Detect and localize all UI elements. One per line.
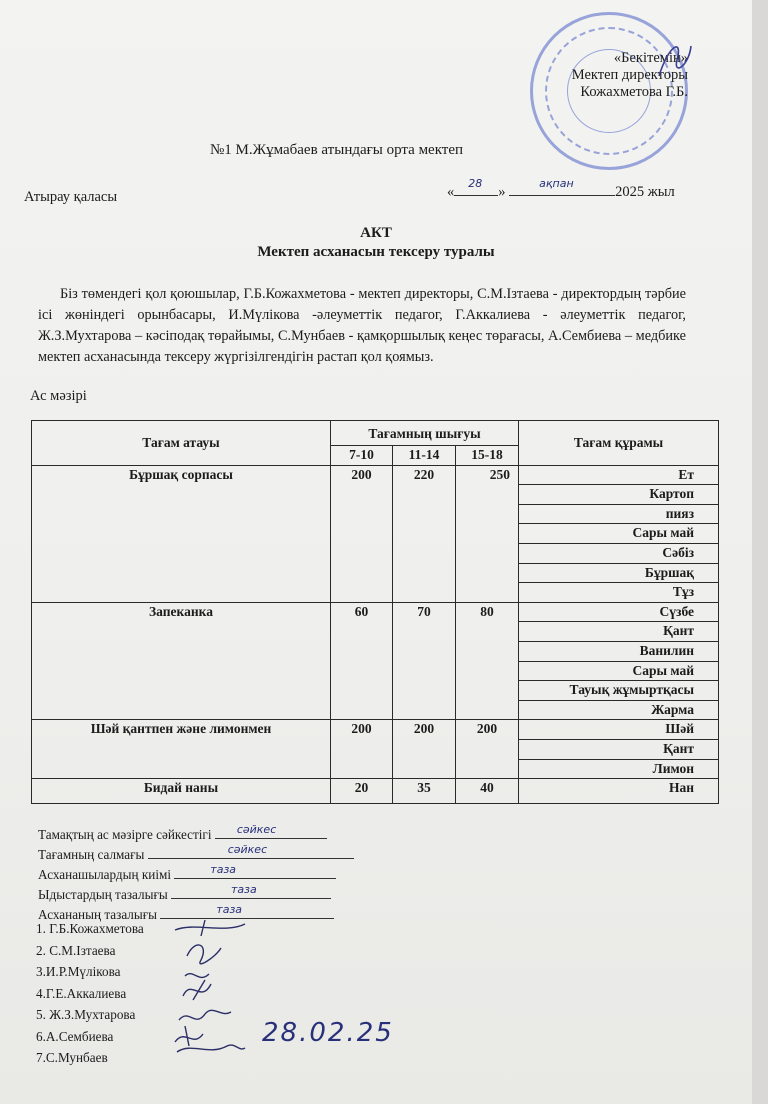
dish-amount: 200 — [393, 720, 456, 779]
dish-name: Бидай наны — [32, 779, 331, 804]
table-row — [32, 465, 719, 485]
dish-name: Запеканка — [32, 602, 331, 720]
dish-amount: 60 — [331, 602, 393, 720]
dish-amount: 35 — [393, 779, 456, 804]
signatory-list — [36, 918, 144, 1069]
ingredient: Шәй — [519, 720, 719, 740]
check-item: Тағамның салмағы сәйкес — [38, 844, 354, 864]
dish-amount: 200 — [456, 720, 519, 779]
menu-label: Ас мәзірі — [30, 388, 87, 404]
table-row — [32, 720, 719, 740]
city-name: Атырау қаласы — [24, 189, 118, 205]
ingredient: Сүзбе — [519, 602, 719, 622]
act-subtitle: Мектеп асханасын тексеру туралы — [257, 244, 495, 260]
dish-amount: 80 — [456, 602, 519, 720]
dish-name: Бұршақ сорпасы — [32, 465, 331, 602]
document-date: « 28 » ақпан 2025 жыл — [447, 177, 675, 200]
header-yield: Тағамның шығуы — [331, 421, 519, 446]
dish-amount: 250 — [456, 465, 519, 602]
dish-name: Шәй қантпен және лимонмен — [32, 720, 331, 779]
dish-amount: 70 — [393, 602, 456, 720]
signatory: 4.Г.Е.Аккалиева — [36, 985, 127, 1001]
signatory: 2. С.М.Ізтаева — [36, 942, 116, 958]
ingredient: Ванилин — [519, 641, 719, 661]
approval-name: Кожахметова Г.Б. — [580, 84, 688, 100]
signed-date: 28.02.25 — [262, 1018, 394, 1048]
age-group: 7-10 — [331, 446, 393, 466]
ingredient: Ет — [519, 465, 719, 485]
age-group: 11-14 — [393, 446, 456, 466]
ingredient: Тауық жұмыртқасы — [519, 681, 719, 701]
check-value: сәйкес — [227, 843, 268, 856]
date-year: 2025 жыл — [615, 184, 675, 200]
handwritten-signatures — [165, 918, 275, 1058]
check-item: Ыдыстардың тазалығы таза — [38, 884, 354, 904]
ingredient: Картоп — [519, 485, 719, 505]
signatory: 3.И.Р.Мүлікова — [36, 964, 121, 979]
ingredient: Нан — [519, 779, 719, 804]
approval-position: Мектеп директоры — [571, 67, 688, 83]
menu-table — [31, 420, 719, 804]
dish-amount: 200 — [331, 720, 393, 779]
ingredient: Қант — [519, 739, 719, 759]
approval-label: «Бекітемін» — [613, 50, 688, 66]
signatory: 1. Г.Б.Кожахметова — [36, 921, 144, 936]
dish-amount: 220 — [393, 465, 456, 602]
check-item: Тамақтың ас мәзірге сәйкестігі сәйкес — [38, 824, 354, 844]
act-title: АКТ — [360, 225, 392, 241]
ingredient: Қант — [519, 622, 719, 642]
check-list — [38, 824, 354, 924]
signatory: 5. Ж.З.Мухтарова — [36, 1007, 136, 1022]
check-value: сәйкес — [236, 823, 277, 836]
dish-amount: 200 — [331, 465, 393, 602]
ingredient: Сары май — [519, 661, 719, 681]
dish-amount: 40 — [456, 779, 519, 804]
header-composition: Тағам құрамы — [519, 421, 719, 466]
ingredient: Лимон — [519, 759, 719, 779]
ingredient: пияз — [519, 504, 719, 524]
table-row — [32, 779, 719, 804]
intro-paragraph: Біз төмендегі қол қоюшылар, Г.Б.Кожахметова - мектеп директоры, С.М.Ізтаева - директордың тәрбие ісі жөніндегі орынбасары, И.Мүлікова -әлеуметтік педагог, Г.Аккалиева - әлеуметтік педагог, Ж.З.Мухтарова – кәсіподақ төрайымы, С.Мунбаев - қамқоршылық кеңес төрағасы, А.Сембиева – медбике мектеп асханасында тексеру жүргізілгендігін растап қол қоямыз. — [38, 286, 686, 365]
table-header-row — [32, 421, 719, 446]
age-group: 15-18 — [456, 446, 519, 466]
ingredient: Жарма — [519, 700, 719, 720]
director-signature — [655, 36, 695, 84]
check-value: таза — [216, 903, 243, 916]
check-item: Асханашылардың киімі таза — [38, 864, 354, 884]
ingredient: Бұршақ — [519, 563, 719, 583]
signatory: 6.А.Сембиева — [36, 1028, 114, 1044]
dish-amount: 20 — [331, 779, 393, 804]
ingredient: Сәбіз — [519, 543, 719, 563]
check-value: таза — [210, 863, 237, 876]
ingredient: Тұз — [519, 583, 719, 603]
header-dish: Тағам атауы — [32, 421, 331, 466]
ingredient: Сары май — [519, 524, 719, 544]
school-name: №1 М.Жұмабаев атындағы орта мектеп — [210, 142, 464, 158]
date-month: ақпан — [539, 177, 574, 190]
check-item: Асхананың тазалығы таза — [38, 904, 354, 924]
signatory: 7.С.Мунбаев — [36, 1050, 108, 1065]
table-row — [32, 602, 719, 622]
date-day: 28 — [468, 177, 483, 190]
check-value: таза — [231, 883, 257, 896]
